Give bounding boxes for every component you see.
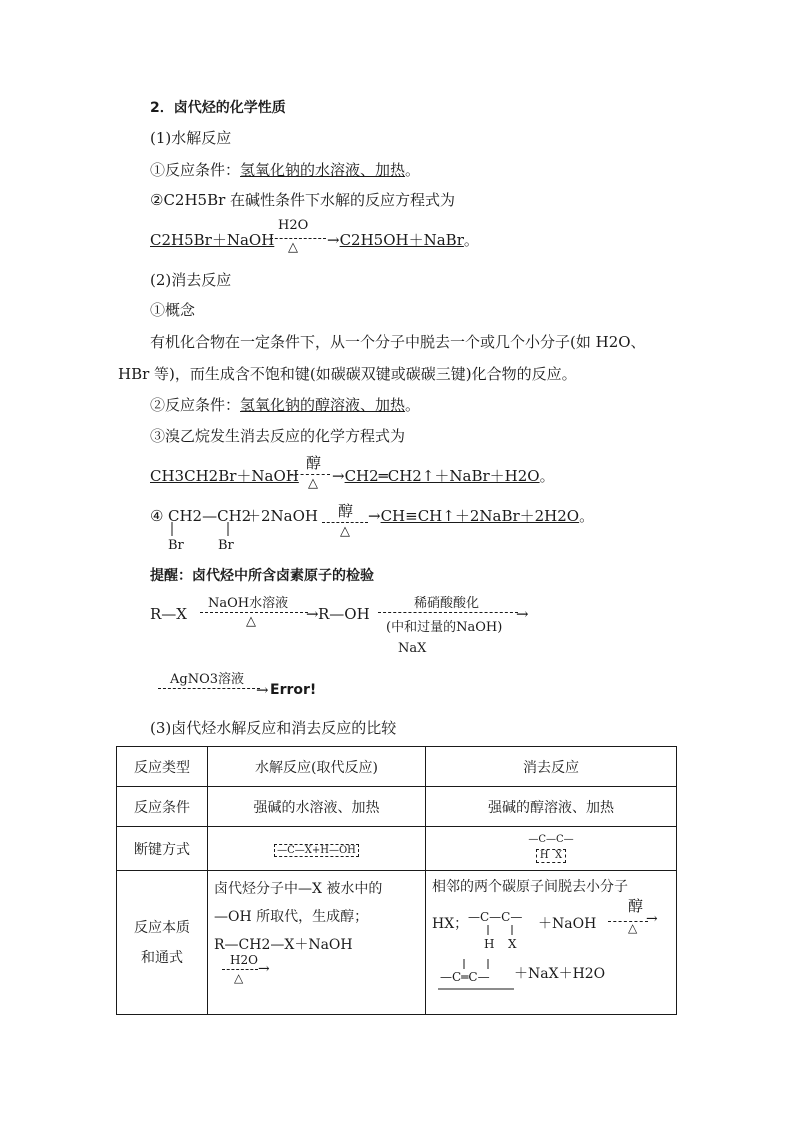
hydrolysis-heading: (1)水解反应 [150, 129, 232, 147]
test-arrow2-head: → [516, 605, 529, 623]
cond-hydrolysis: 强碱的水溶液、加热 [208, 787, 426, 827]
elim-product-block [432, 955, 670, 995]
elim-eq-left: CH3CH2Br＋NaOH [150, 467, 299, 485]
break-elim-x: X [554, 850, 563, 861]
dibromo-top: CH2—CH2 [168, 507, 252, 525]
break-elim-h: H [539, 850, 549, 861]
elim-tail: ＋NaX＋H2O [514, 966, 606, 982]
hydro-cond: H2O [230, 953, 258, 967]
elim-x: X [508, 937, 517, 951]
break-elimination [426, 827, 677, 871]
test-rx: R—X [150, 605, 187, 623]
header-elimination: 消去反应 [426, 747, 677, 787]
hydrolysis-eq-left: C2H5Br＋NaOH [150, 231, 275, 249]
test-nax: NaX [398, 641, 427, 656]
hydrolysis-eq-intro: ②C2H5Br 在碱性条件下水解的反应方程式为 [150, 191, 456, 209]
elim-cond-end: 。 [405, 396, 421, 414]
table-row-essence [117, 871, 677, 1015]
break-elim-box [536, 849, 566, 863]
cond-label: 反应条件 [117, 787, 208, 827]
test-step1-top: NaOH水溶液 [208, 596, 289, 611]
hydro-cond-bottom: △ [234, 971, 244, 985]
break-label: 断键方式 [117, 827, 208, 871]
test-arrow3-head: → [256, 681, 269, 699]
hydro-eq: R—CH2—X＋NaOH [214, 937, 353, 953]
table-row-condition [117, 787, 677, 827]
cond-elimination: 强碱的醇溶液、加热 [426, 787, 677, 827]
elim-cond-value: 氢氧化钠的醇溶液、加热 [240, 396, 406, 414]
elim-cond-label: ②反应条件： [150, 396, 241, 414]
concept-label: ①概念 [150, 301, 196, 319]
test-step1-bottom: △ [246, 614, 256, 629]
elim-product-structure [438, 955, 518, 991]
dibromo-right-text: CH≡CH↑＋2NaBr＋2H2O [380, 507, 580, 525]
elim-hx: HX； [432, 916, 469, 932]
dibromo-arrow [322, 522, 368, 523]
hydro-arrow-line [222, 969, 258, 970]
hydrolysis-eq-bottom: △ [288, 240, 298, 255]
test-step3-top: AgNO3溶液 [170, 672, 245, 687]
dibromo-br1: Br [168, 538, 184, 553]
essence-label [117, 871, 208, 1015]
hydro-arrow-head: → [258, 961, 270, 977]
break-elim-top: —C—C— [528, 834, 574, 845]
test-step2-top: 稀硝酸酸化 [414, 596, 480, 611]
comparison-table [116, 746, 677, 1015]
elim-eq-bottom: △ [308, 476, 318, 491]
essence-hydrolysis [208, 871, 426, 1015]
hydrolysis-cond-value: 氢氧化钠的水溶液、加热 [240, 161, 406, 179]
dibromo-br2: Br [218, 538, 234, 553]
elim-naoh: ＋NaOH [538, 916, 597, 932]
table-header-row [117, 747, 677, 787]
tip: 提醒：卤代烃中所含卤素原子的检验 [150, 568, 374, 584]
hydro-text2: —OH 所取代，生成醇； [214, 909, 369, 925]
essence-label-2: 和通式 [141, 949, 183, 966]
hydro-arrow-block [214, 953, 419, 993]
dibromo-label: ④ [150, 507, 164, 525]
test-step2-bottom: (中和过量的NaOH) [386, 620, 503, 635]
hydrolysis-eq-right-text: C2H5OH＋NaBr [339, 231, 464, 249]
test-arrow3 [158, 688, 260, 689]
elim-eq-right: →CH2═CH2↑＋NaBr＋H2O。 [332, 467, 555, 485]
hydrolysis-condition [150, 160, 420, 180]
header-type: 反应类型 [117, 747, 208, 787]
hydrolysis-cond-end: 。 [405, 161, 421, 179]
elim-eq-top: 醇 [306, 454, 322, 472]
essence-elimination [426, 871, 677, 1015]
elim-cond-bottom: △ [628, 921, 638, 935]
test-error: Error! [270, 682, 317, 698]
dibromo-cond-top: 醇 [338, 502, 354, 520]
elim-h: H [484, 937, 495, 951]
elim-eq-intro: ③溴乙烷发生消去反应的化学方程式为 [150, 427, 406, 445]
concept-line2: HBr 等)，而生成含不饱和键(如碳碳双键或碳碳三键)化合物的反应。 [118, 365, 577, 383]
break-hydro-formula: —C—X+H—OH [274, 844, 359, 857]
hydrolysis-eq-right: →C2H5OH＋NaBr。 [327, 231, 479, 249]
elim-cond: 醇 [628, 897, 644, 915]
dibromo-cond-bottom: △ [340, 524, 350, 539]
elim-text1: 相邻的两个碳原子间脱去小分子 [432, 879, 628, 895]
elim-heading: (2)消去反应 [150, 271, 232, 289]
elim-condition [150, 395, 420, 415]
elim-arrow [290, 474, 330, 475]
test-roh: R—OH [318, 605, 370, 623]
header-hydrolysis: 水解反应(取代反应) [208, 747, 426, 787]
hydro-text1: 卤代烃分子中—X 被水中的 [214, 881, 383, 897]
elim-arrow-head: → [646, 911, 658, 927]
elim-structure [466, 905, 536, 953]
concept-line1: 有机化合物在一定条件下，从一个分子中脱去一个或几个小分子(如 H2O、 [150, 333, 646, 351]
compare-heading: (3)卤代烃水解反应和消去反应的比较 [150, 719, 397, 737]
hydrolysis-eq-top: H2O [278, 218, 309, 233]
elim-eq-right-text: CH2═CH2↑＋NaBr＋H2O [344, 467, 540, 485]
dibromo-right: →CH≡CH↑＋2NaBr＋2H2O。 [368, 507, 595, 525]
dibromo-naoh: ＋2NaOH [246, 507, 318, 525]
table-row-break [117, 827, 677, 871]
section-title: 2．卤代烃的化学性质 [150, 100, 286, 116]
elim-eq-block [432, 899, 670, 955]
test-arrow2 [378, 612, 518, 613]
test-arrow1-head: → [306, 605, 319, 623]
svg-text:—C—C—: —C—C— [468, 910, 523, 924]
hydrolysis-arrow [270, 238, 326, 239]
essence-label-1: 反应本质 [134, 919, 190, 936]
hydrolysis-cond-label: ①反应条件： [150, 161, 241, 179]
break-hydrolysis [208, 827, 426, 871]
elim-product-text: —C═C— [440, 970, 490, 984]
test-arrow1 [200, 612, 308, 613]
